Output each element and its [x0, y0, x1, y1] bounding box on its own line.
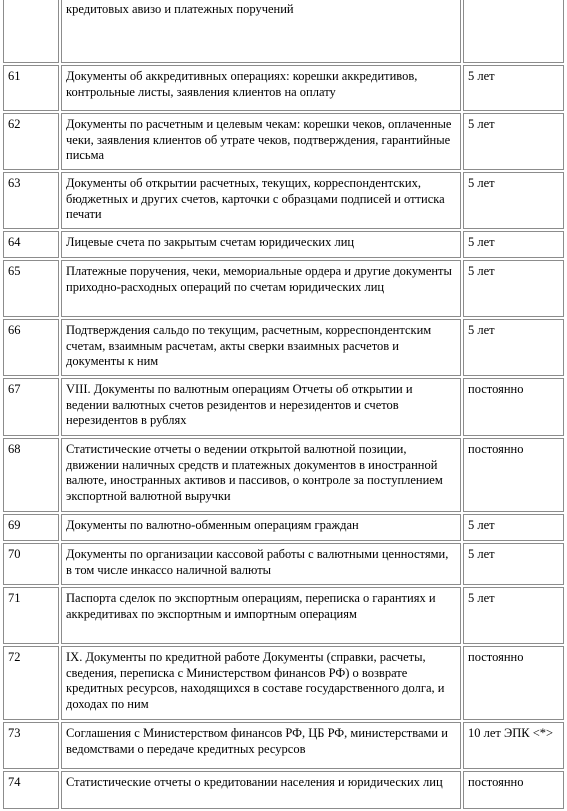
document-description-cell: Документы об открытии расчетных, текущих, корреспондентских, бюджетных и других счетов, карточки с образцами подписей и оттиска печати: [61, 172, 461, 229]
retention-term-cell: постоянно: [463, 378, 564, 436]
row-number-cell: 73: [3, 722, 59, 769]
table-row: [3, 543, 564, 585]
row-number-cell: 61: [3, 65, 59, 111]
row-number-cell: 67: [3, 378, 59, 436]
row-number-cell: 68: [3, 438, 59, 512]
document-description-cell: Документы об аккредитивных операциях: корешки аккредитивов, контрольные листы, заявления клиентов на оплату: [61, 65, 461, 111]
row-number-cell: 63: [3, 172, 59, 229]
retention-term-cell: 5 лет: [463, 514, 564, 541]
document-description-cell: IX. Документы по кредитной работе Документы (справки, расчеты, сведения, переписка с Министерством финансов РФ) о возврате кредитных ресурсов, находящихся в составе государственного долга, и доходах по ним: [61, 646, 461, 720]
retention-term-cell: 5 лет: [463, 113, 564, 170]
retention-term-cell: 5 лет: [463, 172, 564, 229]
row-number-cell: 72: [3, 646, 59, 720]
row-number-cell: 64: [3, 231, 59, 258]
table-row: [3, 646, 564, 720]
retention-term-cell: постоянно: [463, 646, 564, 720]
retention-term-cell: 5 лет: [463, 319, 564, 376]
row-number-cell: 69: [3, 514, 59, 541]
row-number-cell: 65: [3, 260, 59, 317]
table-row: [3, 378, 564, 436]
retention-term-cell: 5 лет: [463, 543, 564, 585]
document-description-cell: VIII. Документы по валютным операциям Отчеты об открытии и ведении валютных счетов резидентов и нерезидентов и счетов нерезидентов в рублях: [61, 378, 461, 436]
row-number-cell: 71: [3, 587, 59, 644]
row-number-cell: 66: [3, 319, 59, 376]
table-row: [3, 587, 564, 644]
document-description-cell: Статистические отчеты о кредитовании населения и юридических лиц: [61, 771, 461, 809]
document-description-cell: Платежные поручения, чеки, мемориальные ордера и другие документы приходно-расходных операций по счетам юридических лиц: [61, 260, 461, 317]
table-row: [3, 260, 564, 317]
table-row: [3, 65, 564, 111]
table-row: [3, 771, 564, 809]
table-row: [3, 0, 564, 63]
document-description-cell: Соглашения с Министерством финансов РФ, ЦБ РФ, министерствами и ведомствами о передаче кредитных ресурсов: [61, 722, 461, 769]
document-description-cell: Статистические отчеты о ведении открытой валютной позиции, движении наличных средств и платежных документов в иностранной валюте, иностранных активов и пассивов, о контроле за поступлением экспортной валютной выручки: [61, 438, 461, 512]
document-description-cell: Документы по расчетным и целевым чекам: корешки чеков, оплаченные чеки, заявления клиентов об утрате чеков, подтверждения, гарантийные письма: [61, 113, 461, 170]
retention-term-cell: 5 лет: [463, 65, 564, 111]
table-row: [3, 438, 564, 512]
retention-term-cell: 5 лет: [463, 260, 564, 317]
row-number-cell: 70: [3, 543, 59, 585]
retention-table: [1, 0, 566, 811]
retention-term-cell: [463, 0, 564, 63]
retention-term-cell: 5 лет: [463, 587, 564, 644]
table-row: [3, 722, 564, 769]
row-number-cell: 74: [3, 771, 59, 809]
table-row: [3, 172, 564, 229]
table-row: [3, 319, 564, 376]
table-row: [3, 514, 564, 541]
retention-term-cell: 5 лет: [463, 231, 564, 258]
document-description-cell: кредитовых авизо и платежных поручений: [61, 0, 461, 63]
row-number-cell: [3, 0, 59, 63]
row-number-cell: 62: [3, 113, 59, 170]
document-description-cell: Документы по валютно-обменным операциям граждан: [61, 514, 461, 541]
document-description-cell: Лицевые счета по закрытым счетам юридических лиц: [61, 231, 461, 258]
table-row: [3, 231, 564, 258]
table-row: [3, 113, 564, 170]
retention-term-cell: 10 лет ЭПК <*>: [463, 722, 564, 769]
retention-term-cell: постоянно: [463, 438, 564, 512]
document-description-cell: Паспорта сделок по экспортным операциям, переписка о гарантиях и аккредитивах по экспортным и импортным операциям: [61, 587, 461, 644]
retention-term-cell: постоянно: [463, 771, 564, 809]
document-description-cell: Документы по организации кассовой работы с валютными ценностями, в том числе инкассо наличной валюты: [61, 543, 461, 585]
document-description-cell: Подтверждения сальдо по текущим, расчетным, корреспондентским счетам, взаимным расчетам, акты сверки взаимных расчетов и документы к ним: [61, 319, 461, 376]
